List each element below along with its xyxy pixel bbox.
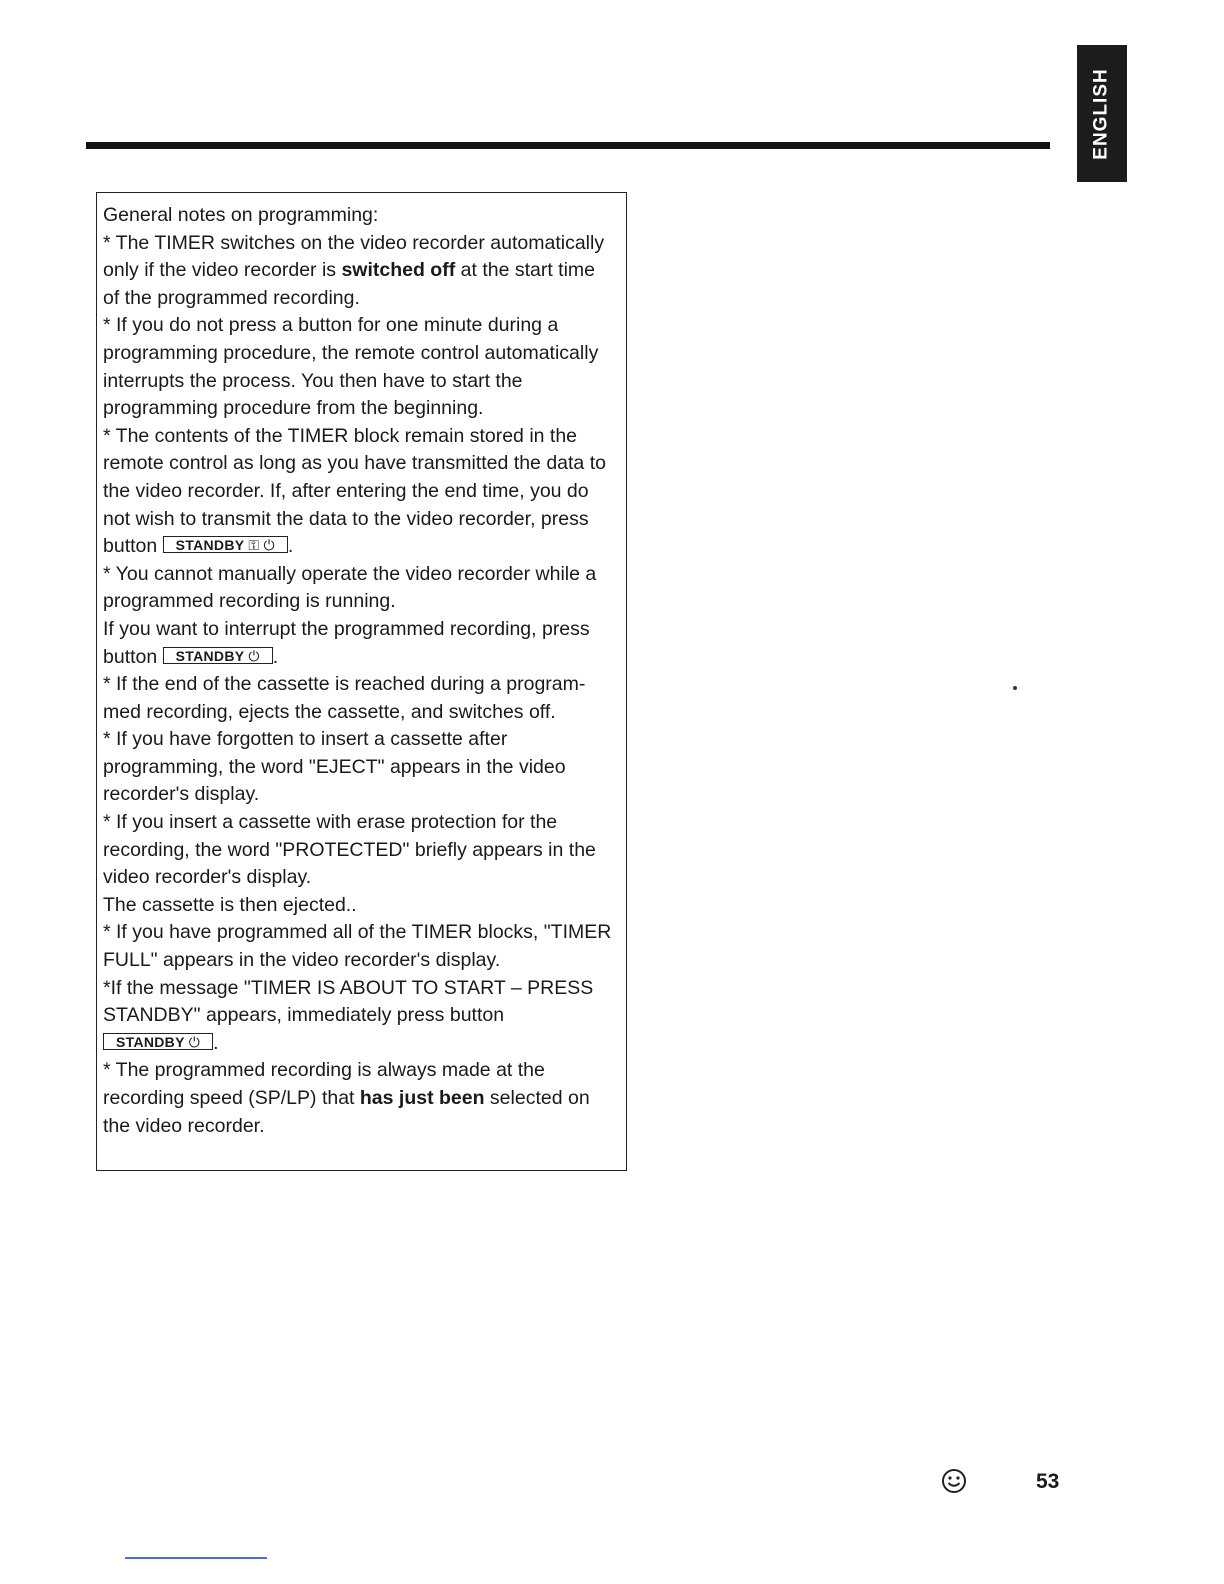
note-paragraph: * The contents of the TIMER block remain stored in the remote control as long as you have transmitted the data to the video recorder. If, after entering the end time, you do not wish to transmit the data to the video recorder, press button STANDBY ⚿ ⏻ . bbox=[103, 424, 606, 558]
emphasis-text: switched off bbox=[341, 259, 456, 282]
note-paragraph: If you want to interrupt the programmed recording, press button STANDBY ⏻ . bbox=[103, 617, 590, 668]
smiley-icon bbox=[940, 1467, 968, 1495]
stray-dot bbox=[1013, 686, 1017, 690]
note-paragraph: * You cannot manually operate the video recorder while a programmed recording is running. bbox=[103, 562, 597, 613]
standby-key-label: STANDBY ⏻ bbox=[163, 647, 273, 664]
language-tab-label: ENGLISH bbox=[1091, 67, 1113, 160]
emphasis-text: has just been bbox=[359, 1087, 485, 1109]
note-paragraph: * If you have forgotten to insert a cassette after programming, the word "EJECT" appears in the video recorder's display. bbox=[103, 728, 566, 806]
note-paragraph: * The programmed recording is always made at the recording speed (SP/LP) that has just been selected on the video recorder. bbox=[103, 1059, 590, 1137]
note-paragraph: *If the message "TIMER IS ABOUT TO START – PRESS STANDBY" appears, immediately press button STANDBY ⏻ . bbox=[103, 976, 594, 1054]
page-number: 53 bbox=[1036, 1470, 1060, 1493]
standby-key-label: STANDBY ⚿ ⏻ bbox=[163, 536, 288, 553]
note-paragraph: * If you have programmed all of the TIMER blocks, "TIMER FULL" appears in the video recorder's display. bbox=[103, 921, 612, 972]
programming-notes-box bbox=[96, 192, 627, 1171]
notes-title: General notes on programming: bbox=[103, 204, 379, 226]
key-power-icon: ⚿ ⏻ bbox=[248, 537, 275, 554]
power-icon: ⏻ bbox=[188, 1033, 201, 1050]
bottom-underline bbox=[125, 1557, 267, 1559]
note-paragraph: * If you insert a cassette with erase protection for the recording, the word "PROTECTED" briefly appears in the video recorder's display. bbox=[103, 811, 596, 889]
note-paragraph: The cassette is then ejected.. bbox=[103, 893, 357, 916]
standby-key-label: STANDBY ⏻ bbox=[103, 1033, 213, 1050]
note-paragraph: * The TIMER switches on the video recorder automatically only if the video recorder is switched off at the start time of the programmed recording. bbox=[103, 231, 605, 309]
power-icon: ⏻ bbox=[248, 647, 260, 664]
language-tab bbox=[1077, 45, 1127, 182]
note-paragraph: * If you do not press a button for one minute during a programming procedure, the remote control automatically interrupts the process. You then have to start the programming procedure from the beginning. bbox=[103, 314, 599, 420]
header-rule bbox=[86, 142, 1050, 149]
note-paragraph: * If the end of the cassette is reached during a program-med recording, ejects the cassette, and switches off. bbox=[103, 673, 586, 723]
